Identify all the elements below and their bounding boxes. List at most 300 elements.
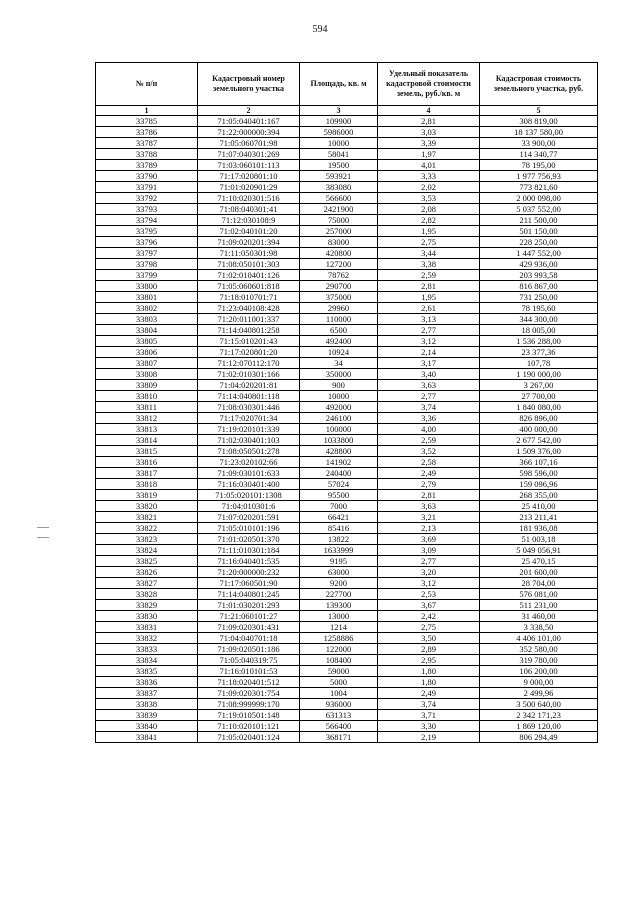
table-row [96, 325, 598, 336]
cadastral-value-cell: 511 231,00 [480, 600, 598, 611]
row-number-cell: 33805 [96, 336, 198, 347]
table-row [96, 149, 598, 160]
specific-value-cell: 2,08 [378, 204, 480, 215]
specific-value-cell: 2,77 [378, 391, 480, 402]
area-cell: 110000 [300, 314, 378, 325]
row-number-cell: 33833 [96, 644, 198, 655]
table-row [96, 380, 598, 391]
area-cell: 566400 [300, 721, 378, 732]
cadastral-number-cell: 71:18:010701:71 [198, 292, 300, 303]
page-number: 594 [312, 24, 328, 35]
specific-value-cell: 2,81 [378, 490, 480, 501]
row-number-cell: 33795 [96, 226, 198, 237]
cadastral-value-cell: 806 294,49 [480, 732, 598, 743]
column-number: 2 [198, 106, 300, 116]
row-number-cell: 33826 [96, 567, 198, 578]
area-cell: 85416 [300, 523, 378, 534]
cadastral-value-cell: 1 447 552,00 [480, 248, 598, 259]
cadastral-value-cell: 27 700,00 [480, 391, 598, 402]
area-cell: 290700 [300, 281, 378, 292]
cadastral-number-cell: 71:08:999999:170 [198, 699, 300, 710]
specific-value-cell: 3,63 [378, 380, 480, 391]
cadastral-value-cell: 773 821,60 [480, 182, 598, 193]
table-row [96, 732, 598, 743]
row-number-cell: 33789 [96, 160, 198, 171]
specific-value-cell: 3,69 [378, 534, 480, 545]
area-cell: 631313 [300, 710, 378, 721]
row-number-cell: 33786 [96, 127, 198, 138]
specific-value-cell: 2,95 [378, 655, 480, 666]
area-cell: 375000 [300, 292, 378, 303]
area-cell: 58041 [300, 149, 378, 160]
specific-value-cell: 2,14 [378, 347, 480, 358]
table-row [96, 435, 598, 446]
row-number-cell: 33788 [96, 149, 198, 160]
specific-value-cell: 2,75 [378, 237, 480, 248]
cadastral-number-cell: 71:05:010101:196 [198, 523, 300, 534]
area-cell: 109900 [300, 116, 378, 127]
table-row [96, 721, 598, 732]
area-cell: 83000 [300, 237, 378, 248]
row-number-cell: 33820 [96, 501, 198, 512]
specific-value-cell: 2,89 [378, 644, 480, 655]
specific-value-cell: 2,42 [378, 611, 480, 622]
area-cell: 122000 [300, 644, 378, 655]
area-cell: 9200 [300, 578, 378, 589]
row-number-cell: 33800 [96, 281, 198, 292]
cadastral-number-cell: 71:02:010301:166 [198, 369, 300, 380]
specific-value-cell: 2,79 [378, 479, 480, 490]
table-row [96, 666, 598, 677]
row-number-cell: 33837 [96, 688, 198, 699]
column-number-row [96, 106, 598, 116]
column-number: 3 [300, 106, 378, 116]
cadastral-value-cell: 308 819,00 [480, 116, 598, 127]
area-cell: 34 [300, 358, 378, 369]
table-row [96, 171, 598, 182]
cadastral-number-cell: 71:16:040401:535 [198, 556, 300, 567]
area-cell: 257000 [300, 226, 378, 237]
row-number-cell: 33818 [96, 479, 198, 490]
table-row [96, 424, 598, 435]
cadastral-number-cell: 71:17:020801:20 [198, 347, 300, 358]
area-cell: 936000 [300, 699, 378, 710]
specific-value-cell: 2,13 [378, 523, 480, 534]
specific-value-cell: 2,02 [378, 182, 480, 193]
area-cell: 1214 [300, 622, 378, 633]
specific-value-cell: 3,36 [378, 413, 480, 424]
row-number-cell: 33822 [96, 523, 198, 534]
area-cell: 240400 [300, 468, 378, 479]
area-cell: 492000 [300, 402, 378, 413]
cadastral-number-cell: 71:16:030401:400 [198, 479, 300, 490]
specific-value-cell: 3,33 [378, 171, 480, 182]
specific-value-cell: 3,39 [378, 138, 480, 149]
cadastral-value-cell: 576 081,00 [480, 589, 598, 600]
cadastral-value-cell: 114 340,77 [480, 149, 598, 160]
row-number-cell: 33838 [96, 699, 198, 710]
row-number-cell: 33829 [96, 600, 198, 611]
row-number-cell: 33799 [96, 270, 198, 281]
row-number-cell: 33810 [96, 391, 198, 402]
cadastral-value-cell: 5 037 552,00 [480, 204, 598, 215]
cadastral-value-cell: 159 096,96 [480, 479, 598, 490]
table-row [96, 677, 598, 688]
area-cell: 1633999 [300, 545, 378, 556]
cadastral-value-cell: 78 195,60 [480, 303, 598, 314]
area-cell: 10000 [300, 391, 378, 402]
cadastral-number-cell: 71:10:020301:516 [198, 193, 300, 204]
cadastral-value-cell: 106 200,00 [480, 666, 598, 677]
cadastral-number-cell: 71:19:010501:148 [198, 710, 300, 721]
cadastral-value-cell: 23 377,36 [480, 347, 598, 358]
row-number-cell: 33831 [96, 622, 198, 633]
cadastral-number-cell: 71:14:040801:118 [198, 391, 300, 402]
row-number-cell: 33839 [96, 710, 198, 721]
table-row [96, 237, 598, 248]
specific-value-cell: 2,61 [378, 303, 480, 314]
area-cell: 5000 [300, 677, 378, 688]
specific-value-cell: 3,30 [378, 721, 480, 732]
cadastral-value-cell: 1 190 000,00 [480, 369, 598, 380]
cadastral-value-cell: 9 000,00 [480, 677, 598, 688]
specific-value-cell: 3,12 [378, 336, 480, 347]
table-row [96, 281, 598, 292]
cadastral-number-cell: 71:05:040319:75 [198, 655, 300, 666]
row-number-cell: 33790 [96, 171, 198, 182]
row-number-cell: 33787 [96, 138, 198, 149]
area-cell: 7000 [300, 501, 378, 512]
row-number-cell: 33806 [96, 347, 198, 358]
cadastral-number-cell: 71:09:020501:186 [198, 644, 300, 655]
area-cell: 10924 [300, 347, 378, 358]
row-number-cell: 33836 [96, 677, 198, 688]
row-number-cell: 33809 [96, 380, 198, 391]
cadastral-number-cell: 71:16:010101:53 [198, 666, 300, 677]
cadastral-number-cell: 71:01:030201:293 [198, 600, 300, 611]
cadastral-number-cell: 71:14:040801:245 [198, 589, 300, 600]
area-cell: 127200 [300, 259, 378, 270]
specific-value-cell: 1,80 [378, 666, 480, 677]
cadastral-value-table [95, 62, 598, 743]
table-row [96, 567, 598, 578]
cadastral-value-cell: 3 267,00 [480, 380, 598, 391]
cadastral-number-cell: 71:08:050101:303 [198, 259, 300, 270]
area-cell: 19500 [300, 160, 378, 171]
cadastral-number-cell: 71:03:060101:113 [198, 160, 300, 171]
cadastral-value-cell: 731 250,00 [480, 292, 598, 303]
table-row [96, 127, 598, 138]
specific-value-cell: 1,95 [378, 226, 480, 237]
specific-value-cell: 2,49 [378, 688, 480, 699]
specific-value-cell: 2,75 [378, 622, 480, 633]
cadastral-number-cell: 71:08:040301:41 [198, 204, 300, 215]
cadastral-value-cell: 18 137 580,00 [480, 127, 598, 138]
cadastral-number-cell: 71:05:040401:167 [198, 116, 300, 127]
specific-value-cell: 3,13 [378, 314, 480, 325]
area-cell: 2421900 [300, 204, 378, 215]
cadastral-number-cell: 71:09:030101:633 [198, 468, 300, 479]
area-cell: 95500 [300, 490, 378, 501]
cadastral-number-cell: 71:02:040101:20 [198, 226, 300, 237]
row-number-cell: 33832 [96, 633, 198, 644]
cadastral-value-cell: 319 780,00 [480, 655, 598, 666]
cadastral-value-cell: 2 499,96 [480, 688, 598, 699]
header-cadastral-value: Кадастровая стоимость земельного участка, руб. [480, 63, 598, 106]
area-cell: 6500 [300, 325, 378, 336]
row-number-cell: 33825 [96, 556, 198, 567]
table-row [96, 446, 598, 457]
specific-value-cell: 3,74 [378, 402, 480, 413]
column-number: 5 [480, 106, 598, 116]
specific-value-cell: 2,81 [378, 281, 480, 292]
cadastral-value-cell: 33 900,00 [480, 138, 598, 149]
cadastral-value-cell: 3 500 640,00 [480, 699, 598, 710]
area-cell: 100000 [300, 424, 378, 435]
cadastral-value-cell: 201 600,00 [480, 567, 598, 578]
specific-value-cell: 3,44 [378, 248, 480, 259]
row-number-cell: 33814 [96, 435, 198, 446]
table-row [96, 204, 598, 215]
table-row [96, 479, 598, 490]
cadastral-value-cell: 1 840 080,00 [480, 402, 598, 413]
cadastral-value-cell: 1 509 376,00 [480, 446, 598, 457]
cadastral-number-cell: 71:04:010301:6 [198, 501, 300, 512]
area-cell: 383080 [300, 182, 378, 193]
table-row [96, 226, 598, 237]
area-cell: 10000 [300, 138, 378, 149]
specific-value-cell: 4,01 [378, 160, 480, 171]
area-cell: 246100 [300, 413, 378, 424]
cadastral-value-cell: 107,78 [480, 358, 598, 369]
table-row [96, 248, 598, 259]
area-cell: 420800 [300, 248, 378, 259]
area-cell: 227700 [300, 589, 378, 600]
row-number-cell: 33817 [96, 468, 198, 479]
cadastral-number-cell: 71:01:020501:370 [198, 534, 300, 545]
table-row [96, 545, 598, 556]
cadastral-number-cell: 71:14:040801:258 [198, 325, 300, 336]
specific-value-cell: 2,77 [378, 556, 480, 567]
row-number-cell: 33824 [96, 545, 198, 556]
row-number-cell: 33828 [96, 589, 198, 600]
area-cell: 350000 [300, 369, 378, 380]
table-row [96, 600, 598, 611]
area-cell: 1258886 [300, 633, 378, 644]
row-number-cell: 33821 [96, 512, 198, 523]
area-cell: 1004 [300, 688, 378, 699]
cadastral-number-cell: 71:11:050301:98 [198, 248, 300, 259]
table-row [96, 358, 598, 369]
cadastral-number-cell: 71:10:020101:121 [198, 721, 300, 732]
cadastral-number-cell: 71:19:020101:339 [198, 424, 300, 435]
table-row [96, 193, 598, 204]
cadastral-number-cell: 71:12:030108:9 [198, 215, 300, 226]
specific-value-cell: 4,00 [378, 424, 480, 435]
specific-value-cell: 3,20 [378, 567, 480, 578]
table-row [96, 688, 598, 699]
cadastral-number-cell: 71:05:060601:818 [198, 281, 300, 292]
table-row [96, 369, 598, 380]
row-number-cell: 33808 [96, 369, 198, 380]
cadastral-number-cell: 71:12:070112:170 [198, 358, 300, 369]
cadastral-number-cell: 71:15:010201:43 [198, 336, 300, 347]
cadastral-number-cell: 71:08:050501:278 [198, 446, 300, 457]
cadastral-number-cell: 71:01:020901:29 [198, 182, 300, 193]
row-number-cell: 33841 [96, 732, 198, 743]
cadastral-value-cell: 366 107,16 [480, 457, 598, 468]
table-row [96, 413, 598, 424]
cadastral-value-cell: 25 410,00 [480, 501, 598, 512]
row-number-cell: 33793 [96, 204, 198, 215]
specific-value-cell: 2,53 [378, 589, 480, 600]
row-number-cell: 33803 [96, 314, 198, 325]
specific-value-cell: 3,12 [378, 578, 480, 589]
table-row [96, 578, 598, 589]
row-number-cell: 33835 [96, 666, 198, 677]
cadastral-value-cell: 2 342 171,23 [480, 710, 598, 721]
cadastral-number-cell: 71:07:040301:269 [198, 149, 300, 160]
header-specific-value: Удельный показатель кадастровой стоимости земель, руб./кв. м [378, 63, 480, 106]
cadastral-number-cell: 71:23:040108:428 [198, 303, 300, 314]
cadastral-number-cell: 71:04:040701:18 [198, 633, 300, 644]
specific-value-cell: 3,71 [378, 710, 480, 721]
specific-value-cell: 3,67 [378, 600, 480, 611]
cadastral-value-cell: 5 049 056,91 [480, 545, 598, 556]
cadastral-value-cell: 203 993,58 [480, 270, 598, 281]
cadastral-value-cell: 228 250,00 [480, 237, 598, 248]
table-row [96, 336, 598, 347]
margin-mark [37, 537, 49, 538]
cadastral-value-cell: 826 896,00 [480, 413, 598, 424]
table-row [96, 589, 598, 600]
row-number-cell: 33813 [96, 424, 198, 435]
table-row [96, 611, 598, 622]
cadastral-value-cell: 1 869 120,00 [480, 721, 598, 732]
specific-value-cell: 2,82 [378, 215, 480, 226]
table-row [96, 501, 598, 512]
cadastral-value-cell: 31 460,00 [480, 611, 598, 622]
table-row [96, 633, 598, 644]
column-number: 1 [96, 106, 198, 116]
cadastral-number-cell: 71:21:060101:27 [198, 611, 300, 622]
cadastral-value-cell: 181 936,08 [480, 523, 598, 534]
specific-value-cell: 3,74 [378, 699, 480, 710]
row-number-cell: 33812 [96, 413, 198, 424]
header-row-number: № п/п [96, 63, 198, 106]
area-cell: 13000 [300, 611, 378, 622]
specific-value-cell: 2,19 [378, 732, 480, 743]
area-cell: 566600 [300, 193, 378, 204]
area-cell: 57024 [300, 479, 378, 490]
row-number-cell: 33792 [96, 193, 198, 204]
table-row [96, 116, 598, 127]
cadastral-value-cell: 400 000,00 [480, 424, 598, 435]
row-number-cell: 33791 [96, 182, 198, 193]
area-cell: 108400 [300, 655, 378, 666]
row-number-cell: 33823 [96, 534, 198, 545]
margin-mark [37, 527, 49, 528]
table-row [96, 270, 598, 281]
cadastral-number-cell: 71:20:011001:337 [198, 314, 300, 325]
row-number-cell: 33816 [96, 457, 198, 468]
cadastral-value-cell: 2 677 542,00 [480, 435, 598, 446]
specific-value-cell: 2,77 [378, 325, 480, 336]
area-cell: 593921 [300, 171, 378, 182]
row-number-cell: 33830 [96, 611, 198, 622]
specific-value-cell: 2,59 [378, 435, 480, 446]
table-row [96, 644, 598, 655]
area-cell: 63000 [300, 567, 378, 578]
cadastral-value-cell: 3 338,50 [480, 622, 598, 633]
specific-value-cell: 3,38 [378, 259, 480, 270]
area-cell: 1033800 [300, 435, 378, 446]
cadastral-number-cell: 71:05:020101:1308 [198, 490, 300, 501]
row-number-cell: 33815 [96, 446, 198, 457]
specific-value-cell: 3,63 [378, 501, 480, 512]
cadastral-value-cell: 213 211,41 [480, 512, 598, 523]
row-number-cell: 33819 [96, 490, 198, 501]
specific-value-cell: 2,58 [378, 457, 480, 468]
specific-value-cell: 2,81 [378, 116, 480, 127]
cadastral-value-cell: 268 355,00 [480, 490, 598, 501]
cadastral-value-cell: 1 536 288,00 [480, 336, 598, 347]
table-row [96, 182, 598, 193]
cadastral-value-cell: 28 704,00 [480, 578, 598, 589]
table-row [96, 138, 598, 149]
specific-value-cell: 3,52 [378, 446, 480, 457]
cadastral-number-cell: 71:17:060501:90 [198, 578, 300, 589]
cadastral-value-cell: 501 150,00 [480, 226, 598, 237]
specific-value-cell: 1,95 [378, 292, 480, 303]
table-row [96, 556, 598, 567]
area-cell: 9195 [300, 556, 378, 567]
table-row [96, 259, 598, 270]
table-row [96, 710, 598, 721]
cadastral-number-cell: 71:17:020801:10 [198, 171, 300, 182]
row-number-cell: 33834 [96, 655, 198, 666]
specific-value-cell: 3,03 [378, 127, 480, 138]
table-row [96, 468, 598, 479]
cadastral-value-cell: 816 867,00 [480, 281, 598, 292]
table-row [96, 402, 598, 413]
header-cadastral-number: Кадастровый номер земельного участка [198, 63, 300, 106]
cadastral-value-cell: 4 406 101,00 [480, 633, 598, 644]
cadastral-number-cell: 71:08:030301:446 [198, 402, 300, 413]
area-cell: 492400 [300, 336, 378, 347]
cadastral-value-cell: 1 977 756,93 [480, 171, 598, 182]
cadastral-number-cell: 71:02:010401:126 [198, 270, 300, 281]
area-cell: 66421 [300, 512, 378, 523]
area-cell: 139300 [300, 600, 378, 611]
area-cell: 78762 [300, 270, 378, 281]
cadastral-number-cell: 71:04:020201:81 [198, 380, 300, 391]
area-cell: 29960 [300, 303, 378, 314]
area-cell: 59000 [300, 666, 378, 677]
column-number: 4 [378, 106, 480, 116]
area-cell: 368171 [300, 732, 378, 743]
table-row [96, 303, 598, 314]
table-row [96, 457, 598, 468]
row-number-cell: 33804 [96, 325, 198, 336]
specific-value-cell: 3,53 [378, 193, 480, 204]
area-cell: 5986000 [300, 127, 378, 138]
area-cell: 13822 [300, 534, 378, 545]
cadastral-value-cell: 598 596,00 [480, 468, 598, 479]
cadastral-number-cell: 71:09:020301:431 [198, 622, 300, 633]
cadastral-number-cell: 71:20:000000:232 [198, 567, 300, 578]
specific-value-cell: 3,40 [378, 369, 480, 380]
